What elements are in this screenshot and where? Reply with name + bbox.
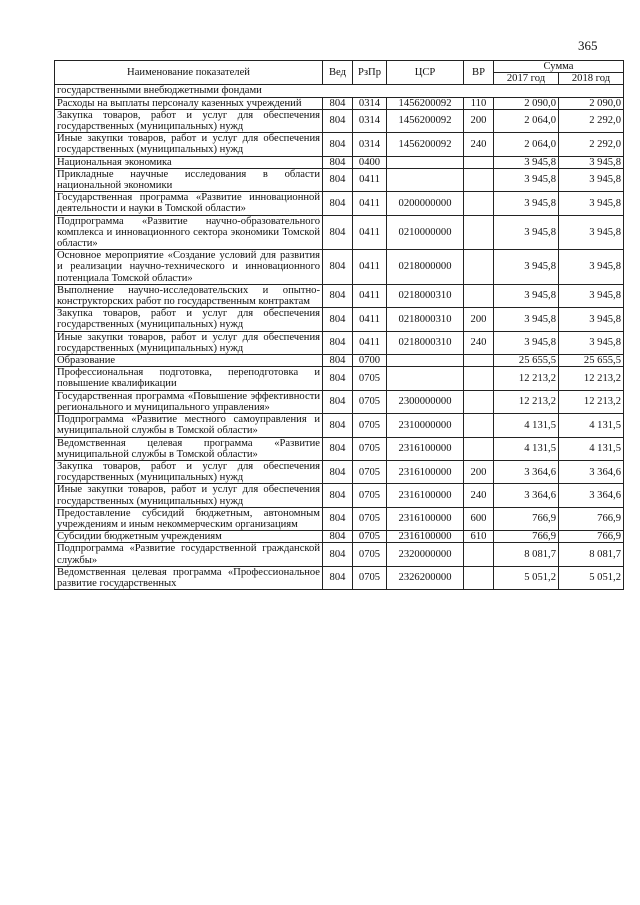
table-row [55,215,624,250]
cell-2018: 12 213,2 [559,367,624,390]
cell-vr: 200 [464,109,494,132]
cell-name: Государственная программа «Развитие инновационной деятельности и науки в Томской области» [55,192,323,215]
cell-csr: 2316100000 [387,531,464,543]
cell-rzpr: 0400 [353,156,387,168]
cell-2018: 4 131,5 [559,437,624,460]
table-row [55,414,624,437]
table-row [55,507,624,530]
cell-rzpr: 0705 [353,367,387,390]
cell-rzpr: 0705 [353,484,387,507]
cell-2017: 3 364,6 [494,484,559,507]
cell-name: Иные закупки товаров, работ и услуг для обеспечения государственных (муниципальных) нужд [55,484,323,507]
cell-vr [464,367,494,390]
cell-vr: 110 [464,97,494,109]
cell-ved: 804 [323,250,353,285]
cell-rzpr: 0411 [353,250,387,285]
cell-ved: 804 [323,460,353,483]
cell-csr: 2316100000 [387,507,464,530]
cell-vr: 200 [464,460,494,483]
cell-csr: 1456200092 [387,133,464,156]
cell-rzpr: 0705 [353,543,387,566]
cell-2018: 766,9 [559,531,624,543]
cell-2017: 8 081,7 [494,543,559,566]
cell-name: Подпрограмма «Развитие государственной гражданской службы» [55,543,323,566]
cell-ved: 804 [323,531,353,543]
table-row [55,308,624,331]
cell-2018: 3 945,8 [559,250,624,285]
table-row [55,156,624,168]
cell-ved: 804 [323,484,353,507]
cell-2018: 2 292,0 [559,133,624,156]
cell-name: Государственная программа «Повышение эффективности регионального и муниципального управления» [55,390,323,413]
cell-csr [387,168,464,191]
page-number: 365 [578,38,598,53]
table-row [55,367,624,390]
table-row [55,133,624,156]
cell-vr: 610 [464,531,494,543]
cell-2018: 12 213,2 [559,390,624,413]
cell-name: Закупка товаров, работ и услуг для обеспечения государственных (муниципальных) нужд [55,460,323,483]
cell-rzpr: 0411 [353,192,387,215]
cell-ved: 804 [323,133,353,156]
table-row [55,192,624,215]
cell-ved: 804 [323,284,353,307]
cell-2018: 3 364,6 [559,484,624,507]
cell-name: Подпрограмма «Развитие научно-образовательного комплекса и инновационного сектора экономики Томской области» [55,215,323,250]
table-row [55,484,624,507]
cell-vr [464,215,494,250]
header-sum: Сумма [494,61,624,73]
cell-2017: 5 051,2 [494,566,559,589]
cell-vr: 240 [464,484,494,507]
cell-rzpr: 0314 [353,133,387,156]
cell-ved: 804 [323,97,353,109]
budget-table [54,60,624,590]
cell-csr: 2326200000 [387,566,464,589]
cell-name: Основное мероприятие «Создание условий для развития и реализации научно-технического и инновационного потенциала Томской области» [55,250,323,285]
cell-rzpr: 0705 [353,566,387,589]
cell-ved: 804 [323,168,353,191]
cell-2018: 3 945,8 [559,284,624,307]
header-csr: ЦСР [387,61,464,85]
cell-vr [464,168,494,191]
cell-2018: 5 051,2 [559,566,624,589]
cell-2018: 8 081,7 [559,543,624,566]
cell-2018: 2 292,0 [559,109,624,132]
cell-2017: 766,9 [494,531,559,543]
cell-vr [464,192,494,215]
cell-name: Ведомственная целевая программа «Профессиональное развитие государственных [55,566,323,589]
table-row [55,109,624,132]
table-row [55,331,624,354]
table-row [55,543,624,566]
cell-csr: 0200000000 [387,192,464,215]
cell-ved: 804 [323,507,353,530]
cell-ved: 804 [323,566,353,589]
cell-rzpr: 0705 [353,531,387,543]
table-row [55,390,624,413]
cell-2018: 2 090,0 [559,97,624,109]
cell-2017: 3 945,8 [494,250,559,285]
cell-vr [464,566,494,589]
table-row [55,168,624,191]
cell-2018: 766,9 [559,507,624,530]
cell-rzpr: 0411 [353,284,387,307]
table-row [55,355,624,367]
cell-csr: 2316100000 [387,460,464,483]
cell-name: Закупка товаров, работ и услуг для обеспечения государственных (муниципальных) нужд [55,109,323,132]
cell-ved: 804 [323,367,353,390]
cell-ved: 804 [323,414,353,437]
cell-name: Предоставление субсидий бюджетным, автономным учреждениям и иным некоммерческим организациям [55,507,323,530]
cell-name: Прикладные научные исследования в области национальной экономики [55,168,323,191]
cell-rzpr: 0705 [353,460,387,483]
table-row [55,284,624,307]
cell-csr: 0218000310 [387,308,464,331]
cell-vr: 600 [464,507,494,530]
cell-2018: 3 364,6 [559,460,624,483]
cell-name: Подпрограмма «Развитие местного самоуправления и муниципальной службы в Томской области» [55,414,323,437]
cell-2017: 3 945,8 [494,215,559,250]
cell-name: Ведомственная целевая программа «Развитие муниципальной службы в Томской области» [55,437,323,460]
cell-name: Иные закупки товаров, работ и услуг для обеспечения государственных (муниципальных) нужд [55,331,323,354]
cell-name: Профессиональная подготовка, переподготовка и повышение квалификации [55,367,323,390]
table-row [55,437,624,460]
cell-2017: 3 945,8 [494,192,559,215]
cell-ved: 804 [323,215,353,250]
cell-2017: 4 131,5 [494,437,559,460]
cell-rzpr: 0411 [353,331,387,354]
cell-2017: 2 064,0 [494,133,559,156]
cell-ved: 804 [323,109,353,132]
cell-csr: 2310000000 [387,414,464,437]
cell-rzpr: 0700 [353,355,387,367]
cell-ved: 804 [323,308,353,331]
continuation-row [55,85,624,97]
cell-vr [464,156,494,168]
cell-vr [464,284,494,307]
cell-rzpr: 0411 [353,168,387,191]
cell-vr [464,250,494,285]
cell-vr [464,437,494,460]
cell-csr: 0218000000 [387,250,464,285]
cell-vr: 200 [464,308,494,331]
cell-vr [464,543,494,566]
cell-2018: 4 131,5 [559,414,624,437]
header-vr: ВР [464,61,494,85]
cell-csr: 2320000000 [387,543,464,566]
header-year-2017: 2017 год [494,73,559,85]
cell-2017: 3 945,8 [494,308,559,331]
header-year-2018: 2018 год [559,73,624,85]
cell-vr: 240 [464,331,494,354]
cell-csr: 0218000310 [387,331,464,354]
cell-2017: 12 213,2 [494,390,559,413]
cell-2017: 25 655,5 [494,355,559,367]
cell-2017: 766,9 [494,507,559,530]
cell-csr [387,355,464,367]
cell-csr: 2316100000 [387,437,464,460]
cell-vr: 240 [464,133,494,156]
table-row [55,460,624,483]
cell-2017: 3 945,8 [494,156,559,168]
table-row [55,531,624,543]
cell-2018: 3 945,8 [559,331,624,354]
cell-rzpr: 0705 [353,437,387,460]
cell-vr [464,414,494,437]
cell-2018: 3 945,8 [559,308,624,331]
cell-name: Иные закупки товаров, работ и услуг для обеспечения государственных (муниципальных) нужд [55,133,323,156]
cell-2017: 2 064,0 [494,109,559,132]
cell-2017: 4 131,5 [494,414,559,437]
cell-rzpr: 0411 [353,215,387,250]
cell-2018: 3 945,8 [559,215,624,250]
cell-rzpr: 0314 [353,109,387,132]
cell-2017: 3 945,8 [494,331,559,354]
cell-csr: 2316100000 [387,484,464,507]
cell-rzpr: 0705 [353,414,387,437]
cell-2018: 3 945,8 [559,168,624,191]
header-name: Наименование показателей [55,61,323,85]
cell-2017: 3 364,6 [494,460,559,483]
cell-2017: 3 945,8 [494,168,559,191]
table-row [55,566,624,589]
cell-name: Расходы на выплаты персоналу казенных учреждений [55,97,323,109]
cell-2018: 3 945,8 [559,192,624,215]
cell-csr: 2300000000 [387,390,464,413]
cell-ved: 804 [323,355,353,367]
cell-csr: 0218000310 [387,284,464,307]
cell-name: Субсидии бюджетным учреждениям [55,531,323,543]
cell-2017: 12 213,2 [494,367,559,390]
cell-rzpr: 0705 [353,507,387,530]
cell-vr [464,355,494,367]
cell-name: Выполнение научно-исследовательских и опытно-конструкторских работ по государственным контрактам [55,284,323,307]
cell-csr: 1456200092 [387,109,464,132]
cell-csr: 1456200092 [387,97,464,109]
cell-ved: 804 [323,192,353,215]
cell-ved: 804 [323,156,353,168]
cell-ved: 804 [323,390,353,413]
cell-name: Образование [55,355,323,367]
table-row [55,250,624,285]
table-row [55,97,624,109]
cell-2017: 2 090,0 [494,97,559,109]
cell-csr: 0210000000 [387,215,464,250]
cell-ved: 804 [323,437,353,460]
cell-rzpr: 0314 [353,97,387,109]
header-rzpr: РзПр [353,61,387,85]
cell-ved: 804 [323,543,353,566]
cell-csr [387,367,464,390]
cell-csr [387,156,464,168]
header-ved: Вед [323,61,353,85]
cell-vr [464,390,494,413]
cell-2017: 3 945,8 [494,284,559,307]
cell-rzpr: 0705 [353,390,387,413]
cell-name: Национальная экономика [55,156,323,168]
cell-ved: 804 [323,331,353,354]
continuation-text: государственными внебюджетными фондами [55,85,624,97]
cell-name: Закупка товаров, работ и услуг для обеспечения государственных (муниципальных) нужд [55,308,323,331]
cell-2018: 25 655,5 [559,355,624,367]
cell-2018: 3 945,8 [559,156,624,168]
cell-rzpr: 0411 [353,308,387,331]
